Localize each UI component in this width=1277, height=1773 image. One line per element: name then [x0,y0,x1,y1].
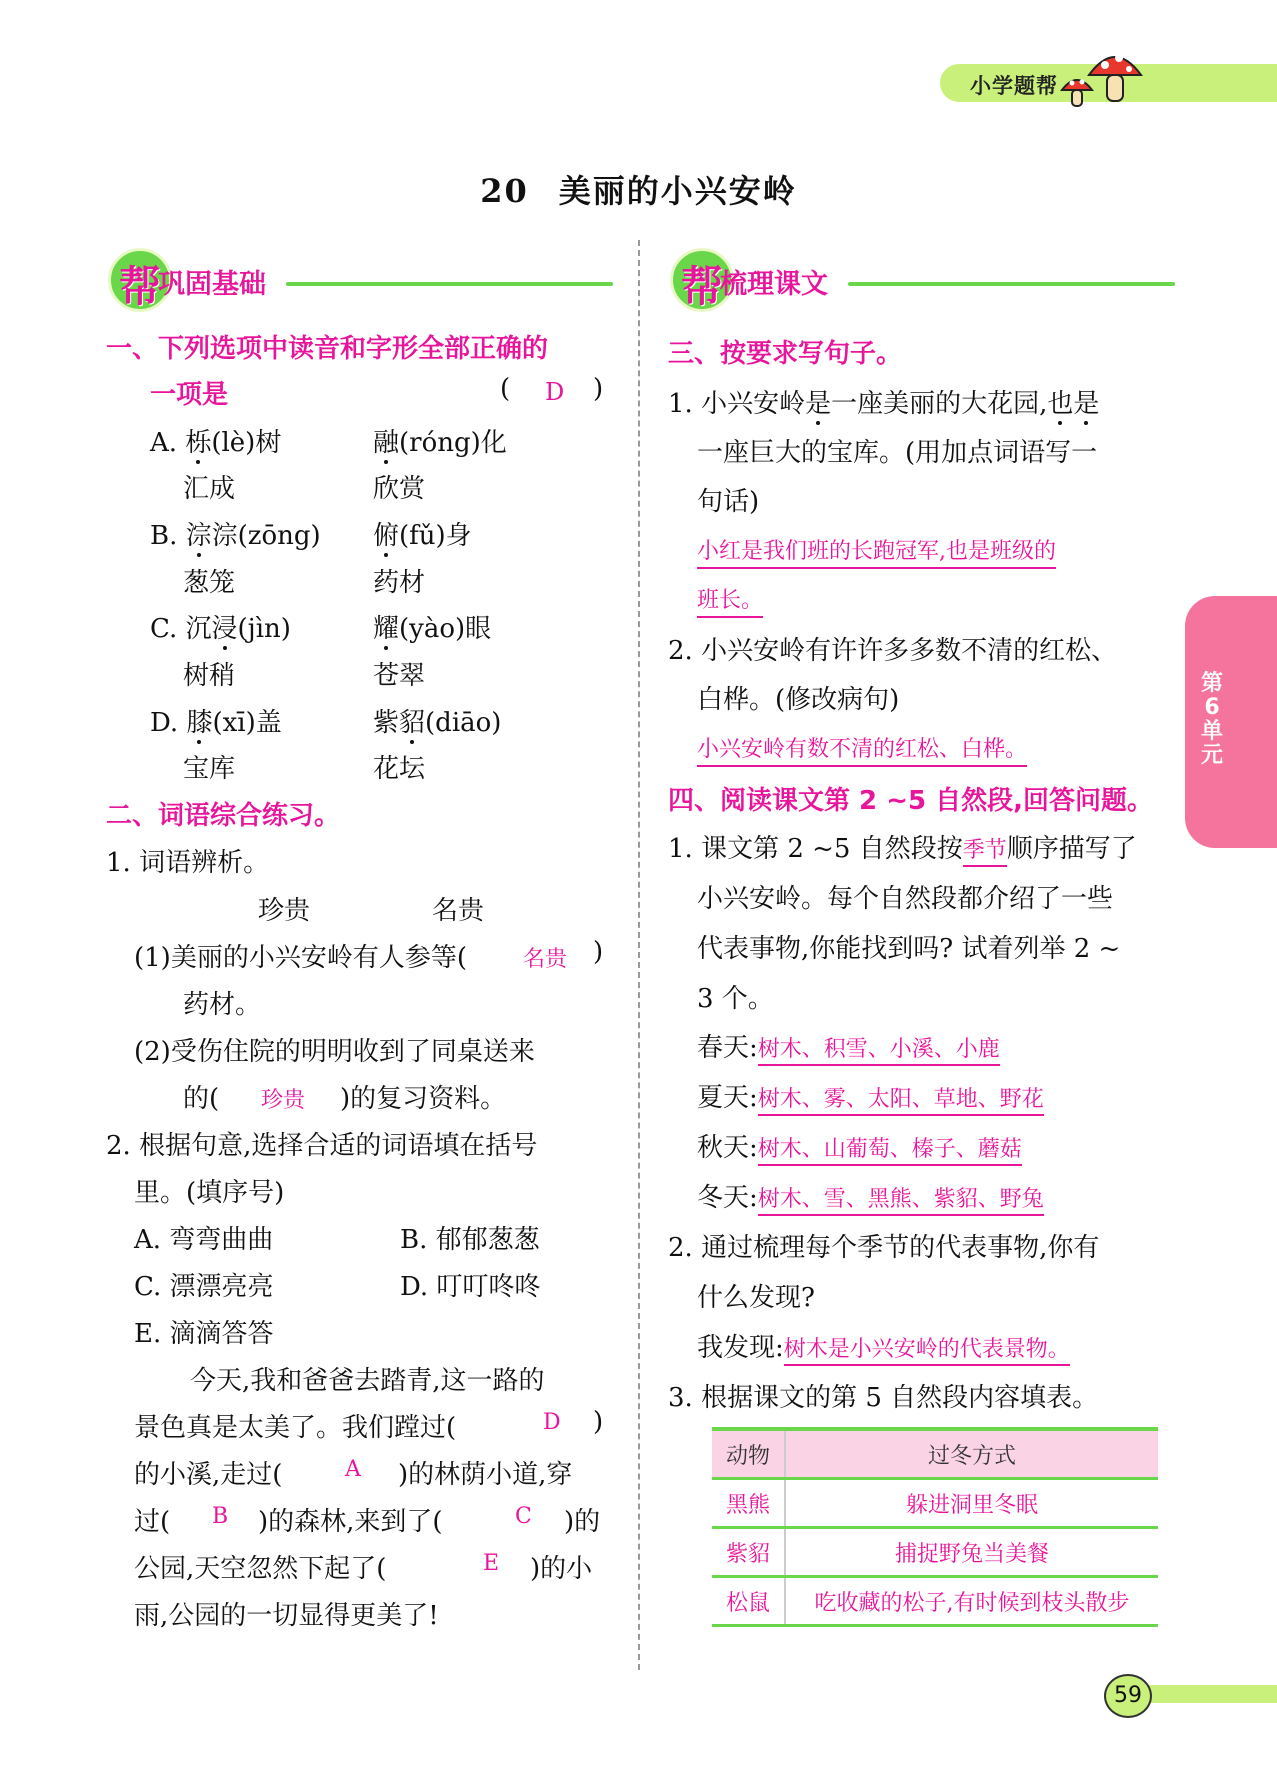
winter-row: 冬天:树木、雪、黑熊、紫貂、野兔 [697,1177,1044,1214]
option-d-3: 宝库 [183,754,236,784]
q2-s2-c: )的复习资料。 [340,1084,507,1114]
q3-title: 三、按要求写句子。 [668,339,903,369]
q3-p1-line2: 一座巨大的宝库。(用加点词语写一 [697,438,1098,468]
table-header-method: 过冬方式 [785,1429,1158,1479]
finding-answer: 树木是小兴安岭的代表景物。 [784,1337,1070,1366]
q3-answer-1-cont: 班长。 [697,583,763,618]
table-cell-method: 躲进洞里冬眠 [785,1479,1158,1528]
q2-s1: (1)美丽的小兴安岭有人参等( [134,943,467,973]
para-line-2: 景色真是太美了。我们蹚过( [134,1413,457,1443]
option-a-4: 欣赏 [373,474,426,504]
q2-s1-tail: 药材。 [183,990,262,1020]
option-a-3: 汇成 [183,474,236,504]
q3-p2-line1: 2. 小兴安岭有许许多多数不清的红松、 [668,636,1118,666]
q1-title-line2: 一项是 [150,380,229,410]
section-header-text-review [670,248,1175,311]
section-label: 梳理课文 [720,269,828,300]
q4-p1-line4: 3 个。 [697,984,774,1014]
q2-p2-title-2: 里。(填序号) [134,1178,285,1208]
lesson-title [0,166,1277,212]
q2-opt-c: C. 漂漂亮亮 [134,1272,274,1302]
q4-p2-line1: 2. 通过梳理每个季节的代表事物,你有 [668,1233,1100,1263]
option-b-4: 药材 [373,568,426,598]
lesson-number: 20 [480,172,529,210]
column-divider [638,240,640,1670]
q2-opt-b: B. 郁郁葱葱 [400,1225,540,1255]
para-answer-1: D [543,1410,561,1435]
q2-p1-title: 1. 词语辨析。 [106,848,270,878]
option-c-3: 树稍 [183,661,236,691]
option-d-4: 花坛 [373,754,426,784]
q1-title: 一、下列选项中读音和字形全部正确的 [106,334,549,364]
q2-s2-b: 的( [183,1084,220,1114]
para-line-2-close: ) [593,1407,604,1437]
option-c-2: 耀(yào)眼 [373,614,492,644]
table-header-animal: 动物 [712,1429,785,1479]
autumn-row: 秋天:树木、山葡萄、榛子、蘑菇 [697,1127,1022,1164]
q2-p2-title: 2. 根据句意,选择合适的词语填在括号 [106,1131,538,1161]
q2-s1-answer: 名贵 [523,947,568,972]
table-cell-animal: 黑熊 [712,1479,785,1528]
table-cell-animal: 紫貂 [712,1528,785,1577]
table-row [712,1577,1158,1626]
q4-p1-line3: 代表事物,你能找到吗? 试着列举 2 ~ [697,934,1121,964]
section-badge: 帮 [108,248,172,312]
q1-paren-open: ( [500,374,511,404]
spring-row: 春天:树木、积雪、小溪、小鹿 [697,1027,1000,1064]
q2-opt-d: D. 叮叮咚咚 [400,1272,541,1302]
table-cell-method: 捕捉野兔当美餐 [785,1528,1158,1577]
option-b-2: 俯(fǔ)身 [373,521,472,551]
section-underline [286,282,613,286]
table-row [712,1528,1158,1577]
q4-answer-season: 季节 [963,838,1007,867]
para-line-4-c: )的 [564,1507,601,1537]
para-line-6: 雨,公园的一切显得更美了! [134,1601,439,1631]
para-answer-5: E [483,1551,500,1576]
para-answer-3: B [212,1504,229,1529]
para-line-3: 的小溪,走过( [134,1460,283,1490]
mushroom-small-icon [1060,72,1094,108]
unit-tab-label: 第6单元 [1200,671,1223,768]
q4-p2-line2: 什么发现? [697,1283,815,1313]
para-line-5-b: )的小 [530,1554,593,1584]
option-d-1: D. 膝(xī)盖 [150,708,282,738]
autumn-answer: 树木、山葡萄、榛子、蘑菇 [758,1137,1022,1166]
summer-answer: 树木、雾、太阳、草地、野花 [758,1087,1044,1116]
q3-p1-line1: 1. 小兴安岭是一座美丽的大花园,也是 [668,389,1100,419]
q2-title: 二、词语综合练习。 [106,801,341,831]
brand-name: 小学题帮 [970,74,1058,98]
option-c-4: 苍翠 [373,661,426,691]
q4-p1-line2: 小兴安岭。每个自然段都介绍了一些 [697,884,1114,914]
q4-p3: 3. 根据课文的第 5 自然段内容填表。 [668,1383,1099,1413]
word-zhengui: 珍贵 [258,896,311,926]
finding-row: 我发现:树木是小兴安岭的代表景物。 [697,1327,1070,1364]
word-minggui: 名贵 [432,896,485,926]
para-answer-4: C [515,1504,532,1529]
table-header-row [712,1429,1158,1479]
q2-s2-answer: 珍贵 [261,1088,306,1113]
option-d-2: 紫貂(diāo) [373,708,502,738]
q2-opt-e: E. 滴滴答答 [134,1319,274,1349]
q3-answer-1: 小红是我们班的长跑冠军,也是班级的 [697,534,1056,569]
section-label: 巩固基础 [158,269,266,300]
para-line-3-b: )的林荫小道,穿 [398,1460,573,1490]
spring-answer: 树木、积雪、小溪、小鹿 [758,1037,1000,1066]
q2-s2: (2)受伤住院的明明收到了同桌送来 [134,1037,535,1067]
para-line-5: 公园,天空忽然下起了( [134,1554,387,1584]
para-line-4-b: )的森林,来到了( [258,1507,443,1537]
section-badge: 帮 [670,248,734,312]
q3-p1-line3: 句话) [697,487,760,517]
q2-s1-close: ) [593,937,604,967]
q2-opt-a: A. 弯弯曲曲 [134,1225,274,1255]
section-header-consolidate [108,248,613,311]
winter-answer: 树木、雪、黑熊、紫貂、野兔 [758,1187,1044,1216]
q3-p2-line2: 白桦。(修改病句) [697,685,900,715]
lesson-name: 美丽的小兴安岭 [558,172,797,210]
section-underline [848,282,1175,286]
option-c-1: C. 沉浸(jìn) [150,614,291,644]
option-b-1: B. 淙淙(zōng) [150,521,321,551]
q1-paren-close: ) [593,374,604,404]
mushroom-icon [1085,45,1145,105]
q4-p1-line1: 1. 课文第 2 ~5 自然段按季节顺序描写了 [668,828,1137,865]
option-b-3: 葱笼 [183,568,236,598]
q3-answer-2: 小兴安岭有数不清的红松、白桦。 [697,732,1027,767]
table-cell-animal: 松鼠 [712,1577,785,1626]
para-line-1: 今天,我和爸爸去踏青,这一路的 [190,1366,545,1396]
para-line-4: 过( [134,1507,171,1537]
table-row [712,1479,1158,1528]
table-cell-method: 吃收藏的松子,有时候到枝头散步 [785,1577,1158,1626]
para-answer-2: A [345,1457,361,1482]
winter-habits-table [712,1427,1158,1627]
page-number: 59 [1104,1674,1152,1718]
option-a-1: A. 栎(lè)树 [150,428,282,458]
summer-row: 夏天:树木、雾、太阳、草地、野花 [697,1077,1044,1114]
q4-title: 四、阅读课文第 2 ~5 自然段,回答问题。 [668,786,1153,816]
q1-answer: D [545,378,565,406]
option-a-2: 融(róng)化 [373,428,507,458]
